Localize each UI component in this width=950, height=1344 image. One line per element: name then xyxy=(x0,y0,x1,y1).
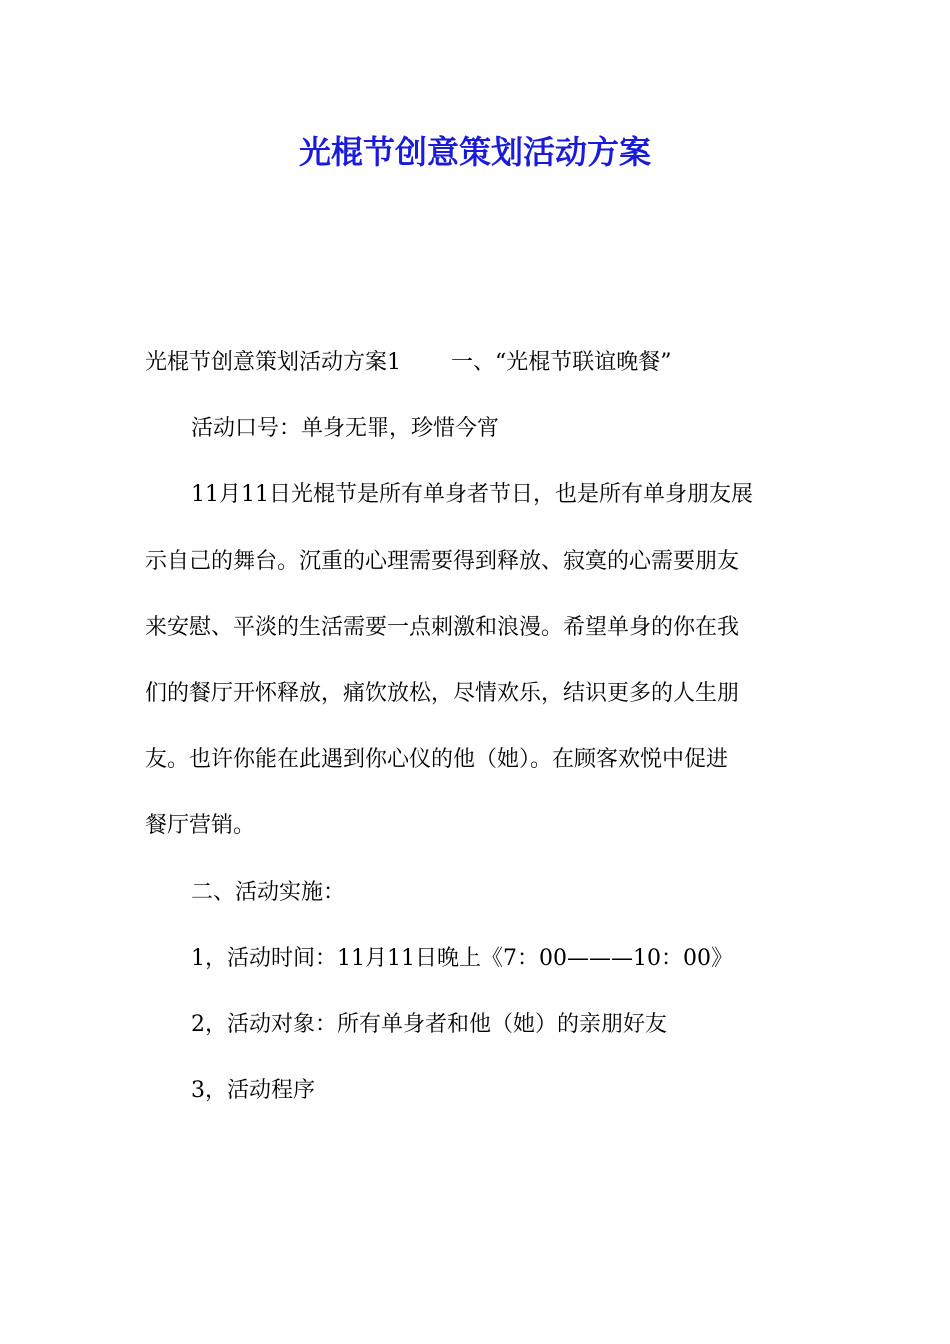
section-two-heading: 二、活动实施： xyxy=(191,879,346,905)
activity-procedure-item: 3，活动程序 xyxy=(191,1078,315,1104)
section-one-heading: 一、“光棍节联谊晚餐” xyxy=(451,350,672,375)
heading-line xyxy=(145,330,810,396)
slogan-line: 活动口号：单身无罪，珍惜今宵 xyxy=(191,416,500,442)
document-body xyxy=(145,330,810,1124)
intro-line: 示自己的舞台。沉重的心理需要得到释放、寂寞的心需要朋友 xyxy=(145,548,740,574)
intro-line: 友。也许你能在此遇到你心仪的他（她）。在顾客欢悦中促进 xyxy=(145,747,729,773)
intro-line: 来安慰、平淡的生活需要一点刺激和浪漫。希望单身的你在我 xyxy=(145,614,740,640)
intro-line: 餐厅营销。 xyxy=(145,813,256,839)
intro-line: 们的餐厅开怀释放，痛饮放松，尽情欢乐，结识更多的人生朋 xyxy=(145,681,740,707)
plan-number-heading: 光棍节创意策划活动方案1 xyxy=(145,350,401,375)
activity-target-item: 2，活动对象：所有单身者和他（她）的亲朋好友 xyxy=(191,1012,667,1038)
document-title: 光棍节创意策划活动方案 xyxy=(298,133,651,171)
intro-line: 11月11日光棍节是所有单身者节日，也是所有单身朋友展 xyxy=(191,482,753,508)
activity-time-item: 1，活动时间：11月11日晚上《7：00———10：00》 xyxy=(191,945,733,971)
